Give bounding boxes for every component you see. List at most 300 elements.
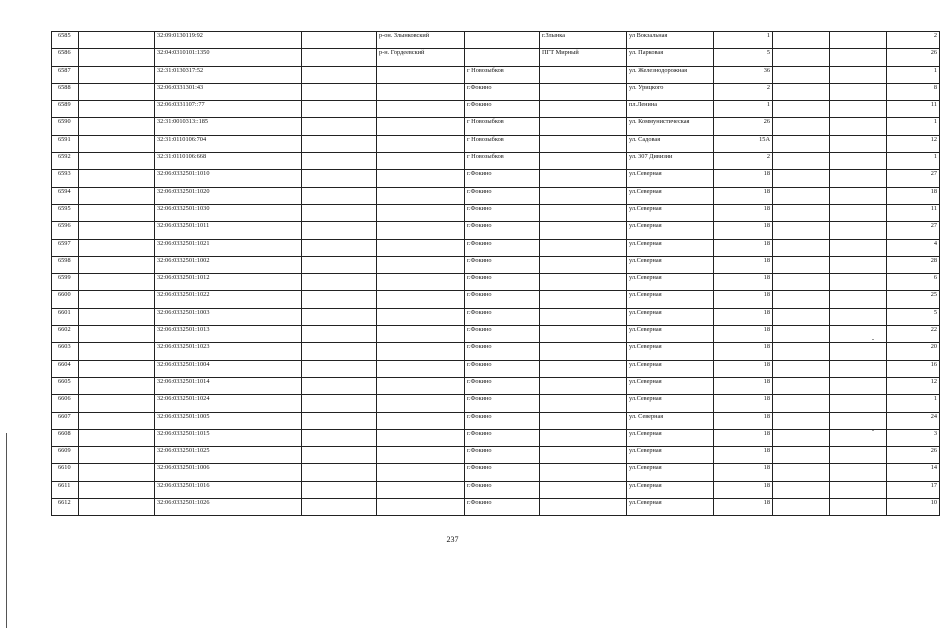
blank-col-3-cell	[773, 101, 830, 118]
settlement-cell	[540, 153, 627, 170]
city-cell: г.Фокино	[465, 204, 540, 221]
street-cell: ул.Северная	[627, 187, 714, 204]
table-row	[52, 326, 940, 343]
blank-col-4-cell	[830, 447, 887, 464]
apartment-number-cell: 28	[887, 256, 940, 273]
blank-col-2-cell	[302, 135, 377, 152]
blank-col-4-cell	[830, 66, 887, 83]
city-cell: г.Фокино	[465, 343, 540, 360]
cadastral-number-cell: 32:04:0310101:1350	[155, 49, 302, 66]
blank-col-1-cell	[79, 170, 155, 187]
district-cell	[377, 83, 465, 100]
blank-col-1-cell	[79, 101, 155, 118]
cadastral-number-cell: 32:06:0332501:1006	[155, 464, 302, 481]
district-cell	[377, 222, 465, 239]
blank-col-4-cell	[830, 256, 887, 273]
cadastral-number-cell: 32:06:0332501:1005	[155, 412, 302, 429]
blank-col-3-cell	[773, 170, 830, 187]
blank-col-4-cell	[830, 32, 887, 49]
settlement-cell	[540, 360, 627, 377]
apartment-number-cell: 1	[887, 153, 940, 170]
blank-col-3-cell	[773, 32, 830, 49]
row-number-cell: 6596	[52, 222, 79, 239]
blank-col-4-cell	[830, 170, 887, 187]
street-cell: ул. Садовая	[627, 135, 714, 152]
house-number-cell: 18	[714, 204, 773, 221]
blank-col-3-cell	[773, 429, 830, 446]
cadastral-number-cell: 32:06:0331301:43	[155, 83, 302, 100]
row-number-cell: 6611	[52, 481, 79, 498]
house-number-cell: 18	[714, 308, 773, 325]
cadastral-number-cell: 32:31:0110106:668	[155, 153, 302, 170]
blank-col-4-cell	[830, 499, 887, 516]
apartment-number-cell: 22	[887, 326, 940, 343]
blank-col-4-cell	[830, 291, 887, 308]
cadastral-number-cell: 32:06:0332501:1011	[155, 222, 302, 239]
blank-col-1-cell	[79, 153, 155, 170]
apartment-number-cell: 20	[887, 343, 940, 360]
registry-table	[51, 31, 940, 516]
blank-col-3-cell	[773, 308, 830, 325]
city-cell: г.Фокино	[465, 326, 540, 343]
blank-col-2-cell	[302, 308, 377, 325]
house-number-cell: 18	[714, 343, 773, 360]
house-number-cell: 18	[714, 222, 773, 239]
cadastral-number-cell: 32:06:0332501:1004	[155, 360, 302, 377]
blank-col-4-cell	[830, 481, 887, 498]
row-number-cell: 6600	[52, 291, 79, 308]
settlement-cell	[540, 464, 627, 481]
district-cell	[377, 153, 465, 170]
row-number-cell: 6588	[52, 83, 79, 100]
table-row	[52, 447, 940, 464]
blank-col-4-cell	[830, 83, 887, 100]
city-cell: г Новозыбков	[465, 66, 540, 83]
blank-col-3-cell	[773, 377, 830, 394]
apartment-number-cell: 3	[887, 429, 940, 446]
street-cell: ул.Северная	[627, 256, 714, 273]
blank-col-2-cell	[302, 499, 377, 516]
blank-col-2-cell	[302, 429, 377, 446]
cadastral-number-cell: 32:06:0332501:1026	[155, 499, 302, 516]
street-cell: ул.Северная	[627, 308, 714, 325]
blank-col-3-cell	[773, 291, 830, 308]
settlement-cell	[540, 83, 627, 100]
blank-col-2-cell	[302, 222, 377, 239]
table-row	[52, 464, 940, 481]
city-cell	[465, 32, 540, 49]
district-cell	[377, 118, 465, 135]
blank-col-1-cell	[79, 429, 155, 446]
blank-col-4-cell	[830, 412, 887, 429]
blank-col-1-cell	[79, 256, 155, 273]
district-cell	[377, 204, 465, 221]
blank-col-2-cell	[302, 256, 377, 273]
blank-col-2-cell	[302, 377, 377, 394]
scan-artifact	[872, 339, 874, 340]
scan-artifact	[872, 430, 874, 431]
blank-col-2-cell	[302, 274, 377, 291]
blank-col-1-cell	[79, 291, 155, 308]
table-row	[52, 153, 940, 170]
cadastral-number-cell: 32:06:0332501:1010	[155, 170, 302, 187]
table-row	[52, 66, 940, 83]
settlement-cell	[540, 377, 627, 394]
apartment-number-cell: 1	[887, 66, 940, 83]
city-cell: г Новозыбков	[465, 135, 540, 152]
street-cell: ул.Северная	[627, 429, 714, 446]
blank-col-4-cell	[830, 274, 887, 291]
table-row	[52, 118, 940, 135]
district-cell	[377, 447, 465, 464]
blank-col-4-cell	[830, 135, 887, 152]
street-cell: ул.Северная	[627, 377, 714, 394]
table-row	[52, 135, 940, 152]
city-cell: г.Фокино	[465, 256, 540, 273]
settlement-cell	[540, 187, 627, 204]
apartment-number-cell: 11	[887, 204, 940, 221]
settlement-cell	[540, 101, 627, 118]
row-number-cell: 6589	[52, 101, 79, 118]
blank-col-3-cell	[773, 222, 830, 239]
street-cell: ул.Северная	[627, 464, 714, 481]
house-number-cell: 36	[714, 66, 773, 83]
city-cell: г.Фокино	[465, 377, 540, 394]
row-number-cell: 6586	[52, 49, 79, 66]
street-cell: ул.Северная	[627, 343, 714, 360]
table-row	[52, 222, 940, 239]
street-cell: ул.Северная	[627, 360, 714, 377]
house-number-cell: 18	[714, 499, 773, 516]
blank-col-2-cell	[302, 204, 377, 221]
table-row	[52, 343, 940, 360]
blank-col-2-cell	[302, 170, 377, 187]
blank-col-3-cell	[773, 343, 830, 360]
blank-col-1-cell	[79, 447, 155, 464]
blank-col-2-cell	[302, 481, 377, 498]
blank-col-2-cell	[302, 447, 377, 464]
row-number-cell: 6602	[52, 326, 79, 343]
city-cell: г.Фокино	[465, 101, 540, 118]
blank-col-1-cell	[79, 66, 155, 83]
settlement-cell	[540, 343, 627, 360]
district-cell	[377, 291, 465, 308]
apartment-number-cell: 24	[887, 412, 940, 429]
street-cell: ул. Парковая	[627, 49, 714, 66]
table-row	[52, 83, 940, 100]
settlement-cell	[540, 66, 627, 83]
blank-col-2-cell	[302, 412, 377, 429]
street-cell: ул.Северная	[627, 481, 714, 498]
district-cell: р-он. Злынковский	[377, 32, 465, 49]
table-row	[52, 499, 940, 516]
blank-col-2-cell	[302, 343, 377, 360]
district-cell	[377, 274, 465, 291]
street-cell: ул. Железнодорожная	[627, 66, 714, 83]
house-number-cell: 18	[714, 170, 773, 187]
blank-col-3-cell	[773, 412, 830, 429]
row-number-cell: 6604	[52, 360, 79, 377]
district-cell: р-н. Гордеевский	[377, 49, 465, 66]
street-cell: ул.Северная	[627, 239, 714, 256]
blank-col-4-cell	[830, 360, 887, 377]
district-cell	[377, 66, 465, 83]
blank-col-4-cell	[830, 153, 887, 170]
district-cell	[377, 239, 465, 256]
district-cell	[377, 135, 465, 152]
blank-col-3-cell	[773, 239, 830, 256]
row-number-cell: 6590	[52, 118, 79, 135]
cadastral-number-cell: 32:06:0332501:1023	[155, 343, 302, 360]
district-cell	[377, 395, 465, 412]
city-cell: г.Фокино	[465, 239, 540, 256]
city-cell: г.Фокино	[465, 412, 540, 429]
settlement-cell	[540, 256, 627, 273]
row-number-cell: 6597	[52, 239, 79, 256]
city-cell: г Новозыбков	[465, 153, 540, 170]
blank-col-4-cell	[830, 222, 887, 239]
city-cell: г.Фокино	[465, 395, 540, 412]
settlement-cell	[540, 222, 627, 239]
settlement-cell	[540, 412, 627, 429]
house-number-cell: 18	[714, 326, 773, 343]
blank-col-2-cell	[302, 187, 377, 204]
street-cell: ул Вокзальная	[627, 32, 714, 49]
city-cell: г.Фокино	[465, 170, 540, 187]
apartment-number-cell: 14	[887, 464, 940, 481]
house-number-cell: 2	[714, 83, 773, 100]
district-cell	[377, 343, 465, 360]
page-number: 237	[446, 535, 459, 544]
blank-col-2-cell	[302, 395, 377, 412]
street-cell: ул. Урицкого	[627, 83, 714, 100]
apartment-number-cell: 2	[887, 32, 940, 49]
settlement-cell	[540, 170, 627, 187]
blank-col-3-cell	[773, 66, 830, 83]
blank-col-1-cell	[79, 481, 155, 498]
cadastral-number-cell: 32:06:0332501:1013	[155, 326, 302, 343]
apartment-number-cell: 4	[887, 239, 940, 256]
blank-col-1-cell	[79, 308, 155, 325]
table-row	[52, 291, 940, 308]
apartment-number-cell: 16	[887, 360, 940, 377]
settlement-cell	[540, 291, 627, 308]
blank-col-4-cell	[830, 49, 887, 66]
blank-col-3-cell	[773, 447, 830, 464]
blank-col-4-cell	[830, 187, 887, 204]
street-cell: ул.Северная	[627, 204, 714, 221]
row-number-cell: 6607	[52, 412, 79, 429]
blank-col-1-cell	[79, 464, 155, 481]
blank-col-4-cell	[830, 118, 887, 135]
house-number-cell: 18	[714, 481, 773, 498]
blank-col-3-cell	[773, 256, 830, 273]
city-cell: г.Фокино	[465, 464, 540, 481]
district-cell	[377, 360, 465, 377]
row-number-cell: 6595	[52, 204, 79, 221]
district-cell	[377, 429, 465, 446]
house-number-cell: 1	[714, 101, 773, 118]
apartment-number-cell: 12	[887, 377, 940, 394]
table-row	[52, 239, 940, 256]
cadastral-number-cell: 32:06:0332501:1025	[155, 447, 302, 464]
district-cell	[377, 377, 465, 394]
row-number-cell: 6592	[52, 153, 79, 170]
apartment-number-cell: 18	[887, 187, 940, 204]
blank-col-3-cell	[773, 83, 830, 100]
cadastral-number-cell: 32:31:0130317:52	[155, 66, 302, 83]
blank-col-3-cell	[773, 464, 830, 481]
table-row	[52, 481, 940, 498]
blank-col-4-cell	[830, 464, 887, 481]
table-row	[52, 308, 940, 325]
blank-col-1-cell	[79, 377, 155, 394]
settlement-cell	[540, 135, 627, 152]
blank-col-2-cell	[302, 101, 377, 118]
blank-col-4-cell	[830, 326, 887, 343]
table-row	[52, 187, 940, 204]
blank-col-1-cell	[79, 118, 155, 135]
city-cell: г.Фокино	[465, 274, 540, 291]
blank-col-1-cell	[79, 395, 155, 412]
apartment-number-cell: 27	[887, 170, 940, 187]
house-number-cell: 1	[714, 32, 773, 49]
table-row	[52, 32, 940, 49]
blank-col-2-cell	[302, 83, 377, 100]
table-row	[52, 101, 940, 118]
city-cell: г.Фокино	[465, 481, 540, 498]
city-cell: г.Фокино	[465, 499, 540, 516]
street-cell: ул.Северная	[627, 326, 714, 343]
blank-col-2-cell	[302, 49, 377, 66]
row-number-cell: 6585	[52, 32, 79, 49]
cadastral-number-cell: 32:06:0332501:1024	[155, 395, 302, 412]
table-row	[52, 360, 940, 377]
cadastral-number-cell: 32:31:0010313::185	[155, 118, 302, 135]
blank-col-1-cell	[79, 135, 155, 152]
cadastral-number-cell: 32:06:0332501:1002	[155, 256, 302, 273]
settlement-cell	[540, 499, 627, 516]
apartment-number-cell: 26	[887, 447, 940, 464]
house-number-cell: 5	[714, 49, 773, 66]
cadastral-number-cell: 32:06:0332501:1020	[155, 187, 302, 204]
row-number-cell: 6587	[52, 66, 79, 83]
table-body	[52, 32, 940, 516]
row-number-cell: 6608	[52, 429, 79, 446]
apartment-number-cell: 5	[887, 308, 940, 325]
settlement-cell: г.Злынка	[540, 32, 627, 49]
house-number-cell: 18	[714, 429, 773, 446]
blank-col-1-cell	[79, 32, 155, 49]
house-number-cell: 18	[714, 239, 773, 256]
cadastral-number-cell: 32:06:0332501:1016	[155, 481, 302, 498]
row-number-cell: 6594	[52, 187, 79, 204]
blank-col-3-cell	[773, 135, 830, 152]
blank-col-4-cell	[830, 343, 887, 360]
apartment-number-cell: 26	[887, 49, 940, 66]
district-cell	[377, 412, 465, 429]
row-number-cell: 6606	[52, 395, 79, 412]
row-number-cell: 6591	[52, 135, 79, 152]
table-row	[52, 429, 940, 446]
blank-col-3-cell	[773, 360, 830, 377]
settlement-cell	[540, 274, 627, 291]
street-cell: ул.Северная	[627, 291, 714, 308]
cadastral-number-cell: 32:06:0332501:1012	[155, 274, 302, 291]
district-cell	[377, 326, 465, 343]
blank-col-2-cell	[302, 291, 377, 308]
street-cell: ул. 307 Дивизии	[627, 153, 714, 170]
blank-col-2-cell	[302, 118, 377, 135]
cadastral-number-cell: 32:06:0332501:1021	[155, 239, 302, 256]
street-cell: ул.Северная	[627, 222, 714, 239]
street-cell: ул. Коммунистическая	[627, 118, 714, 135]
district-cell	[377, 101, 465, 118]
apartment-number-cell: 11	[887, 101, 940, 118]
blank-col-1-cell	[79, 222, 155, 239]
blank-col-2-cell	[302, 360, 377, 377]
row-number-cell: 6598	[52, 256, 79, 273]
row-number-cell: 6609	[52, 447, 79, 464]
district-cell	[377, 170, 465, 187]
cadastral-number-cell: 32:31:0110106:704	[155, 135, 302, 152]
blank-col-4-cell	[830, 395, 887, 412]
blank-col-4-cell	[830, 101, 887, 118]
district-cell	[377, 308, 465, 325]
apartment-number-cell: 1	[887, 395, 940, 412]
city-cell	[465, 49, 540, 66]
blank-col-3-cell	[773, 49, 830, 66]
blank-col-2-cell	[302, 239, 377, 256]
blank-col-1-cell	[79, 239, 155, 256]
cadastral-number-cell: 32:06:0332501:1015	[155, 429, 302, 446]
blank-col-4-cell	[830, 239, 887, 256]
city-cell: г Новозыбков	[465, 118, 540, 135]
district-cell	[377, 256, 465, 273]
house-number-cell: 18	[714, 274, 773, 291]
cadastral-number-cell: 32:06:0332501:1003	[155, 308, 302, 325]
scan-edge-line	[6, 433, 7, 628]
street-cell: ул.Северная	[627, 499, 714, 516]
blank-col-4-cell	[830, 377, 887, 394]
apartment-number-cell: 17	[887, 481, 940, 498]
blank-col-4-cell	[830, 429, 887, 446]
settlement-cell	[540, 447, 627, 464]
blank-col-2-cell	[302, 153, 377, 170]
row-number-cell: 6601	[52, 308, 79, 325]
blank-col-2-cell	[302, 464, 377, 481]
city-cell: г.Фокино	[465, 222, 540, 239]
house-number-cell: 18	[714, 291, 773, 308]
street-cell: ул.Северная	[627, 395, 714, 412]
blank-col-2-cell	[302, 32, 377, 49]
blank-col-4-cell	[830, 308, 887, 325]
street-cell: ул.Северная	[627, 170, 714, 187]
table-row	[52, 274, 940, 291]
house-number-cell: 18	[714, 412, 773, 429]
blank-col-2-cell	[302, 66, 377, 83]
cadastral-number-cell: 32:06:0332501:1030	[155, 204, 302, 221]
settlement-cell	[540, 481, 627, 498]
table-row	[52, 49, 940, 66]
row-number-cell: 6610	[52, 464, 79, 481]
table-row	[52, 170, 940, 187]
apartment-number-cell: 8	[887, 83, 940, 100]
blank-col-3-cell	[773, 118, 830, 135]
apartment-number-cell: 25	[887, 291, 940, 308]
settlement-cell	[540, 395, 627, 412]
row-number-cell: 6599	[52, 274, 79, 291]
